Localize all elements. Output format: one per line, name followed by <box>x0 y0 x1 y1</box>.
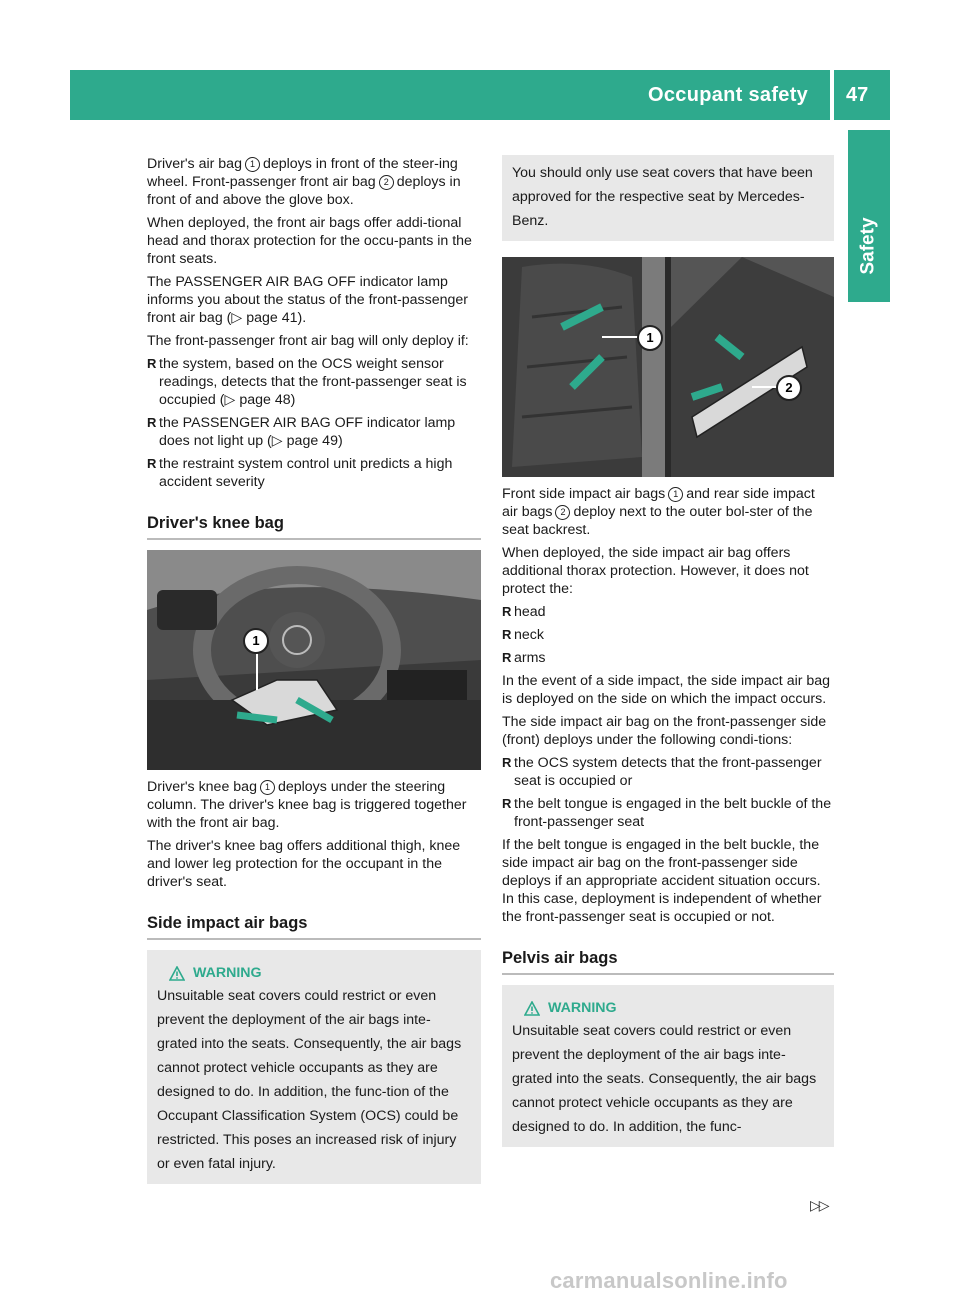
dashboard-illustration <box>147 550 481 770</box>
paragraph-conditions: The side impact air bag on the front-passenger side (front) deploys under the following condi-tions: <box>502 714 827 748</box>
text: deploys in front of the steer-ing wheel. Front-passenger front air bag <box>147 156 458 190</box>
list-item <box>502 603 834 621</box>
paragraph-side-protection: When deployed, the side impact air bag offers additional thorax protection. However, it does not protect the: <box>502 545 809 597</box>
heading-pelvis: Pelvis air bags <box>502 931 834 975</box>
chapter-tab-label: Safety <box>858 217 879 275</box>
paragraph-belt-tongue: If the belt tongue is engaged in the belt buckle, the side impact air bag on the front-passenger side deploys if an appropriate accident situation occurs. In this case, deployment is independent of whether the front-passenger seat is occupied or not. <box>502 837 822 925</box>
text: Front side impact air bags <box>502 486 666 502</box>
warning-icon <box>169 966 185 981</box>
section-title: Occupant safety <box>648 84 809 106</box>
warning-box <box>147 950 481 1184</box>
text: the restraint system control unit predicts a high accident severity <box>159 456 453 490</box>
warning-label: WARNING <box>193 965 262 981</box>
bullet-icon: R <box>502 650 512 665</box>
warning-icon <box>524 1001 540 1016</box>
page-ref-link[interactable]: page 49) <box>286 433 343 449</box>
text: the belt tongue is engaged in the belt buckle of the front-passenger seat <box>514 796 832 830</box>
warning-box <box>502 985 834 1147</box>
page-ref-link[interactable]: page 41). <box>246 310 307 326</box>
marker-1: 1 <box>668 487 683 502</box>
warning-text: Unsuitable seat covers could restrict or even prevent the deployment of the air bags inte-grated into the seats. Consequently, the air bags cannot protect vehicle occupants as they are designed to do. In addition, the func-tion of the Occupant Classification System (OCS) could be restricted. This poses an increased risk of injury or even fatal injury. <box>157 988 462 1172</box>
paragraph-deploy-if: The front-passenger front air bag will only deploy if: <box>147 333 469 349</box>
text: deploy next to the outer bol-ster of the seat backrest. <box>502 504 813 538</box>
text: head <box>514 604 546 620</box>
list-item <box>502 795 834 831</box>
list-item <box>147 455 481 491</box>
text: The PASSENGER AIR BAG OFF indicator lamp informs you about the status of the front-passenger front air bag ( <box>147 274 468 326</box>
paragraph-knee-protection: The driver's knee bag offers additional thigh, knee and lower leg protection for the occupant in the driver's seat. <box>147 838 461 890</box>
left-column <box>147 155 481 1184</box>
text: Driver's knee bag <box>147 779 257 795</box>
page-ref-icon: ▷ <box>271 433 283 449</box>
warning-title <box>169 962 469 984</box>
text: arms <box>514 650 546 666</box>
text: Driver's air bag <box>147 156 242 172</box>
marker-1: 1 <box>260 780 275 795</box>
figure-marker-2: 2 <box>776 375 802 401</box>
paragraph-knee-deploy <box>147 778 481 832</box>
list-item <box>502 626 834 644</box>
page-number: 47 <box>846 84 869 106</box>
text: neck <box>514 627 544 643</box>
paragraph-side-deploy <box>502 485 834 539</box>
note-box: You should only use seat covers that have been approved for the respective seat by Mercedes-Benz. <box>502 155 834 241</box>
bullet-icon: R <box>502 755 512 770</box>
figure-marker-1: 1 <box>637 325 663 351</box>
heading-side-impact: Side impact air bags <box>147 896 481 940</box>
marker-2: 2 <box>379 175 394 190</box>
bullet-icon: R <box>502 627 512 642</box>
text: and rear side impact air bags <box>502 486 815 520</box>
text: deploys in front of and above the glove box. <box>147 174 461 208</box>
bullet-icon: R <box>147 415 157 430</box>
paragraph-impact-side: In the event of a side impact, the side impact air bag is deployed on the side on which the impact occurs. <box>502 673 831 707</box>
warning-label: WARNING <box>548 1000 617 1016</box>
bullet-icon: R <box>147 456 157 471</box>
list-item <box>147 414 481 450</box>
header-divider <box>830 70 834 120</box>
list-item <box>502 649 834 667</box>
list-item <box>147 355 481 409</box>
text: deploys under the steering column. The driver's knee bag is triggered together with the front air bag. <box>147 779 467 831</box>
warning-text: Unsuitable seat covers could restrict or even prevent the deployment of the air bags inte-grated into the seats. Consequently, the air bags cannot protect vehicle occupants as they are designed to do. In addition, the func- <box>512 1023 817 1135</box>
knee-bag-figure <box>147 550 481 770</box>
bullet-icon: R <box>502 604 512 619</box>
list-item <box>502 754 834 790</box>
heading-knee-bag: Driver's knee bag <box>147 496 481 540</box>
text: the OCS system detects that the front-passenger seat is occupied or <box>514 755 822 789</box>
chapter-tab-label-wrap <box>848 190 890 302</box>
figure-marker-1: 1 <box>243 628 269 654</box>
paragraph-indicator <box>147 273 481 327</box>
page-ref-icon: ▷ <box>224 392 236 408</box>
page-ref-icon: ▷ <box>231 310 243 326</box>
watermark: carmanualsonline.info <box>550 1268 788 1293</box>
bullet-icon: R <box>147 356 157 371</box>
paragraph-front-airbags <box>147 155 481 209</box>
bullet-icon: R <box>502 796 512 811</box>
warning-title <box>524 997 822 1019</box>
text: the system, based on the OCS weight sensor readings, detects that the front-passenger seat is occupied ( <box>159 356 467 408</box>
text: the PASSENGER AIR BAG OFF indicator lamp does not light up ( <box>159 415 456 449</box>
seat-illustration <box>502 257 834 477</box>
page-ref-link[interactable]: page 48) <box>239 392 296 408</box>
side-airbag-figure <box>502 257 834 477</box>
marker-1: 1 <box>245 157 260 172</box>
paragraph-deployed: When deployed, the front air bags offer addi-tional head and thorax protection for the occu-pants in the front seats. <box>147 215 472 267</box>
continue-icon: ▷▷ <box>810 1197 828 1213</box>
marker-2: 2 <box>555 505 570 520</box>
right-column <box>502 155 834 1147</box>
